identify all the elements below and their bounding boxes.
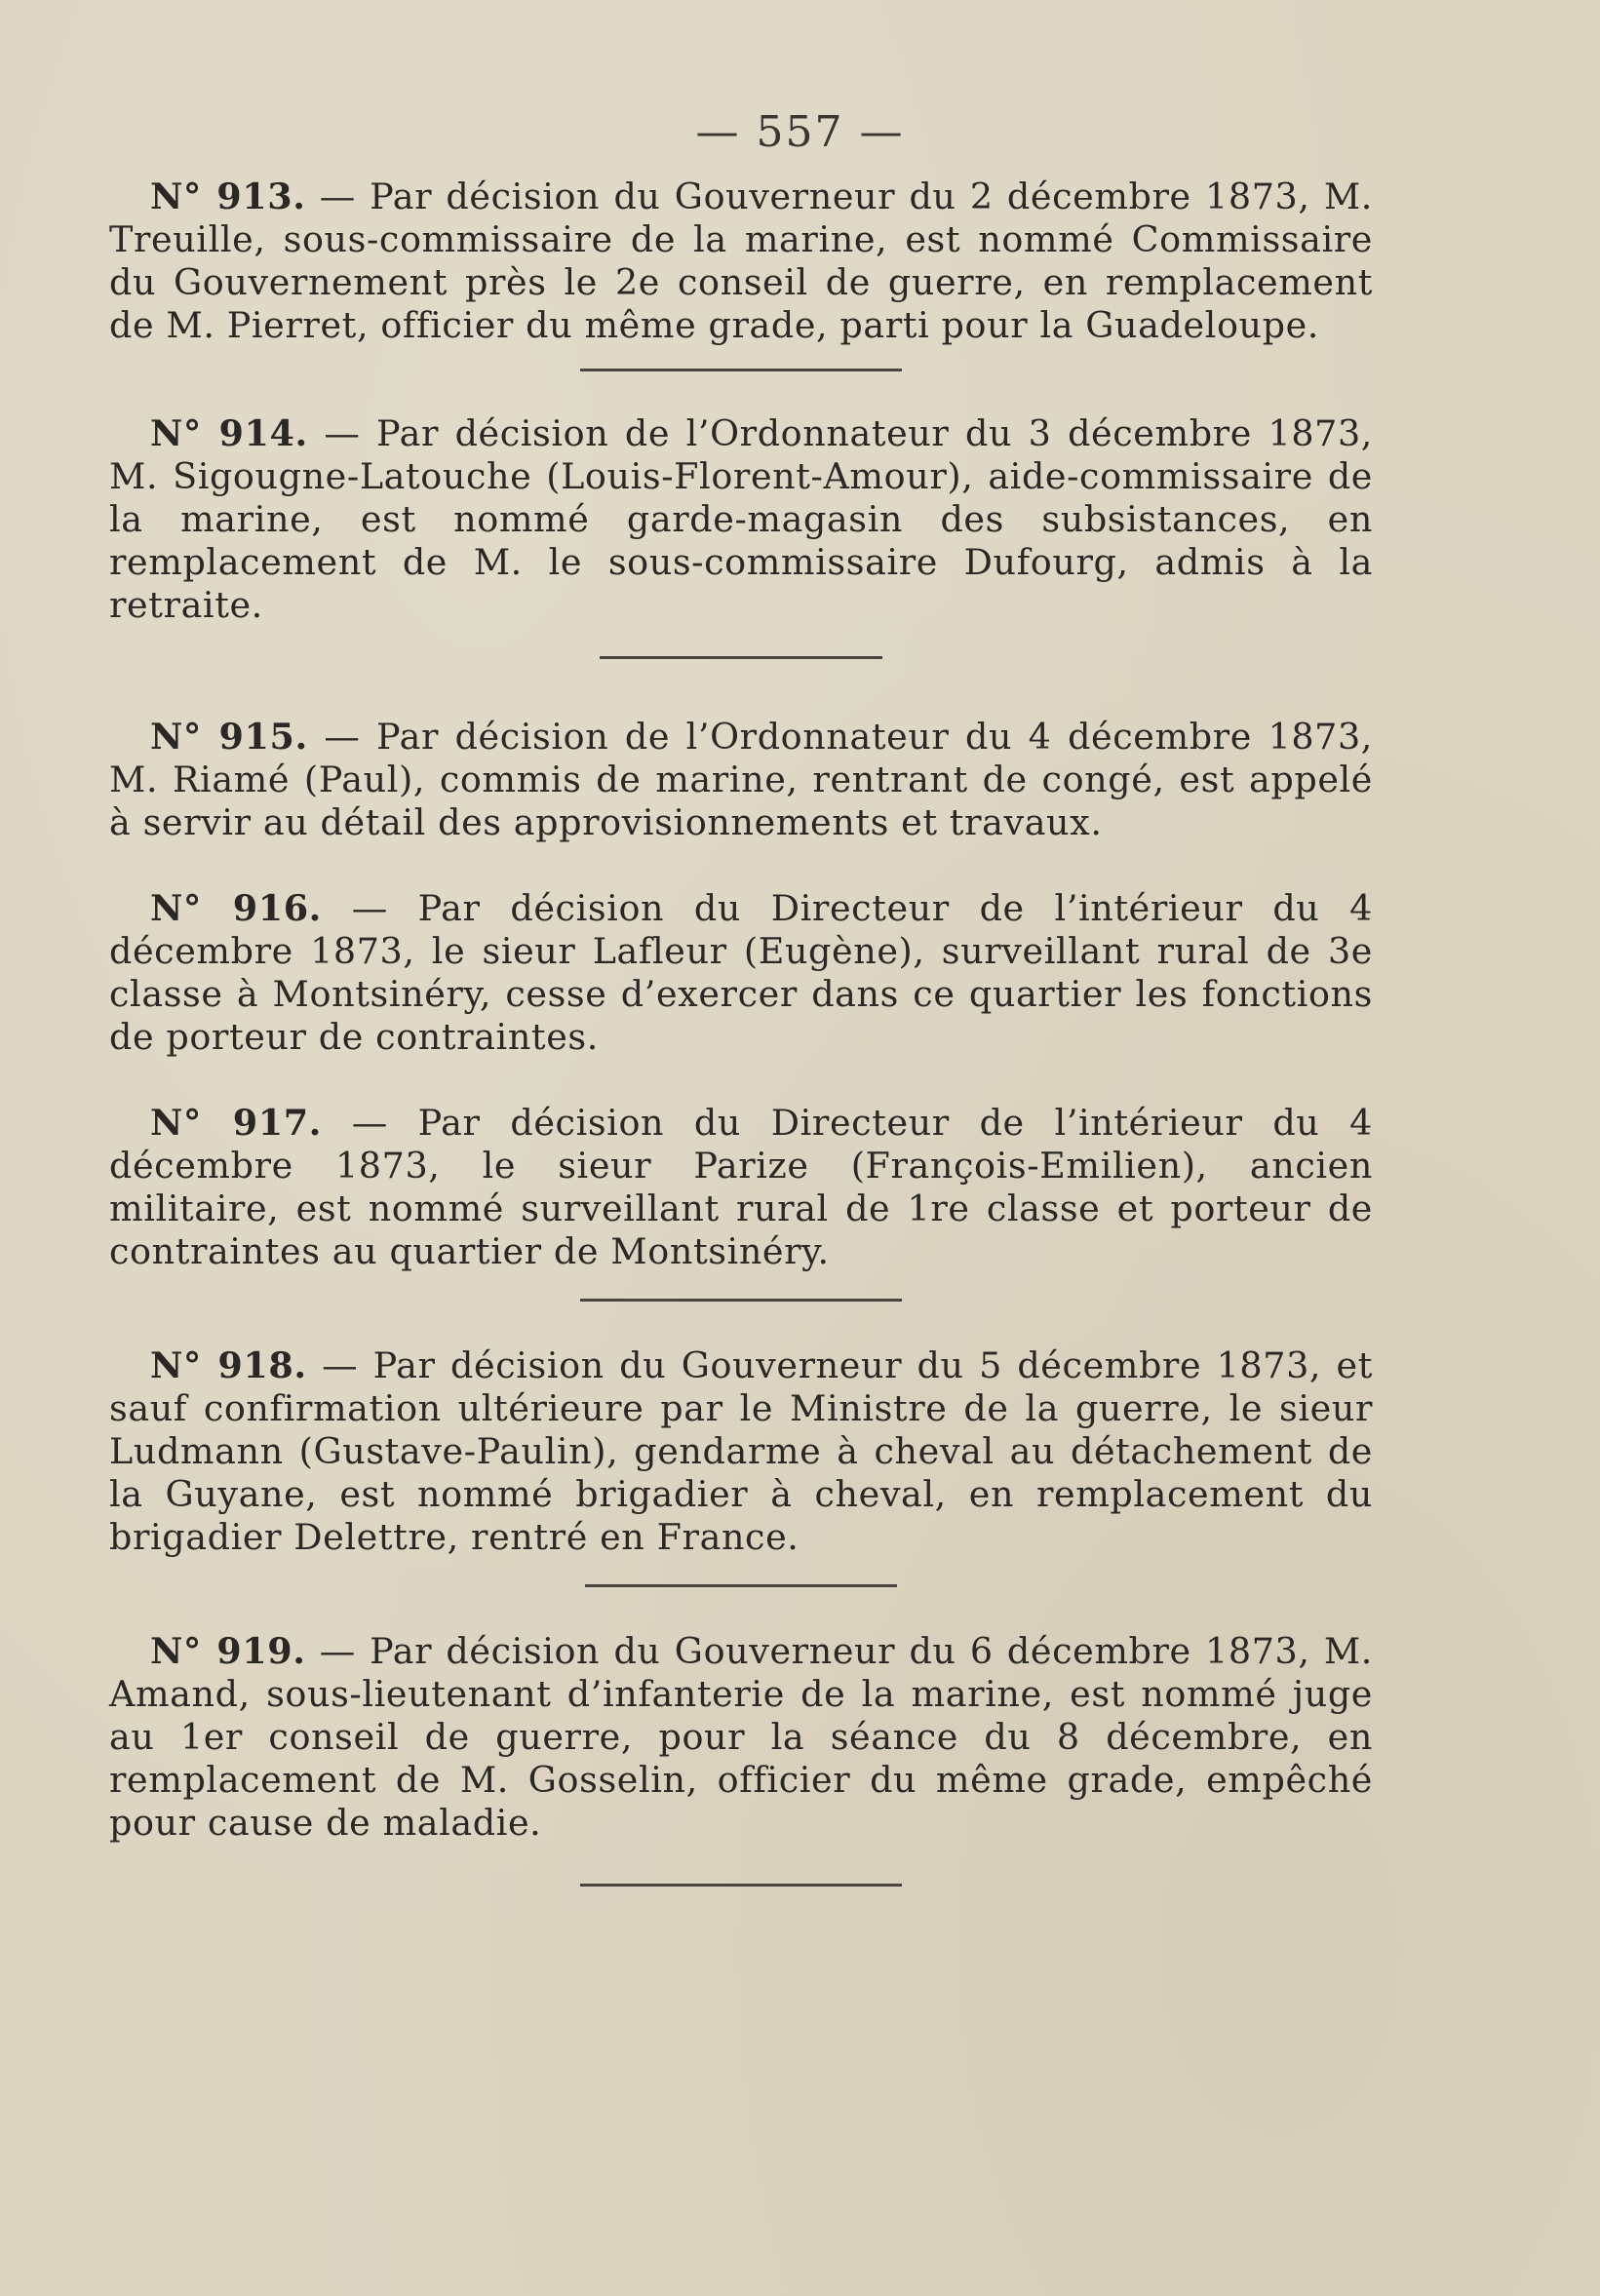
text-column	[109, 175, 1373, 1887]
entry-number: N° 919.	[150, 1630, 306, 1672]
entry-number: N° 914.	[150, 412, 308, 454]
entry-text: — Par décision de l’Ordonnateur du 3 décembre 1873, M. Sigougne-Latouche (Louis-Florent-Amour), aide-commissaire de la marine, est nommé garde-magasin des subsistances, en remplacement de M. le sous-commissaire Dufourg, admis à la retraite.	[109, 412, 1373, 626]
separator-rule	[580, 1299, 902, 1302]
entry-text: — Par décision du Gouverneur du 5 décembre 1873, et sauf confirmation ultérieure par le Ministre de la guerre, le sieur Ludmann (Gustave-Paulin), gendarme à cheval au détachement de la Guyane, est nommé brigadier à cheval, en remplacement du brigadier Delettre, rentré en France.	[109, 1344, 1374, 1558]
entry-917	[109, 1102, 1373, 1273]
separator-rule	[585, 1584, 897, 1587]
entry-number: N° 916.	[150, 887, 322, 929]
entry-text: — Par décision du Gouverneur du 2 décembre 1873, M. Treuille, sous-commissaire de la marine, est nommé Commissaire du Gouvernement près le 2e conseil de guerre, en remplacement de M. Pierret, officier du même grade, parti pour la Guadeloupe.	[109, 175, 1373, 346]
separator-rule	[580, 1884, 902, 1887]
entry-text: — Par décision de l’Ordonnateur du 4 décembre 1873, M. Riamé (Paul), commis de marine, rentrant de congé, est appelé à servir au détail des approvisionnements et travaux.	[109, 716, 1373, 843]
entry-919	[109, 1630, 1373, 1845]
separator-rule	[580, 369, 902, 371]
separator-rule	[600, 656, 882, 659]
entry-915	[109, 716, 1373, 844]
entry-916	[109, 887, 1373, 1059]
entry-text: — Par décision du Directeur de l’intérieur du 4 décembre 1873, le sieur Lafleur (Eugène), surveillant rural de 3e classe à Montsinéry, cesse d’exercer dans ce quartier les fonctions de porteur de contraintes.	[109, 887, 1373, 1058]
entry-number: N° 913.	[150, 175, 306, 217]
entry-913	[109, 175, 1373, 347]
page-number: — 557 —	[695, 107, 905, 157]
entry-914	[109, 412, 1373, 627]
entry-text: — Par décision du Gouverneur du 6 décembre 1873, M. Amand, sous-lieutenant d’infanterie de la marine, est nommé juge au 1er conseil de guerre, pour la séance du 8 décembre, en remplacement de M. Gosselin, officier du même grade, empêché pour cause de maladie.	[109, 1630, 1373, 1844]
entry-text: — Par décision du Directeur de l’intérieur du 4 décembre 1873, le sieur Parize (François-Emilien), ancien militaire, est nommé surveillant rural de 1re classe et porteur de contraintes au quartier de Montsinéry.	[109, 1102, 1373, 1272]
entry-918	[109, 1344, 1373, 1559]
entry-number: N° 915.	[150, 716, 308, 758]
entry-number: N° 917.	[150, 1102, 322, 1144]
entry-number: N° 918.	[150, 1344, 307, 1386]
